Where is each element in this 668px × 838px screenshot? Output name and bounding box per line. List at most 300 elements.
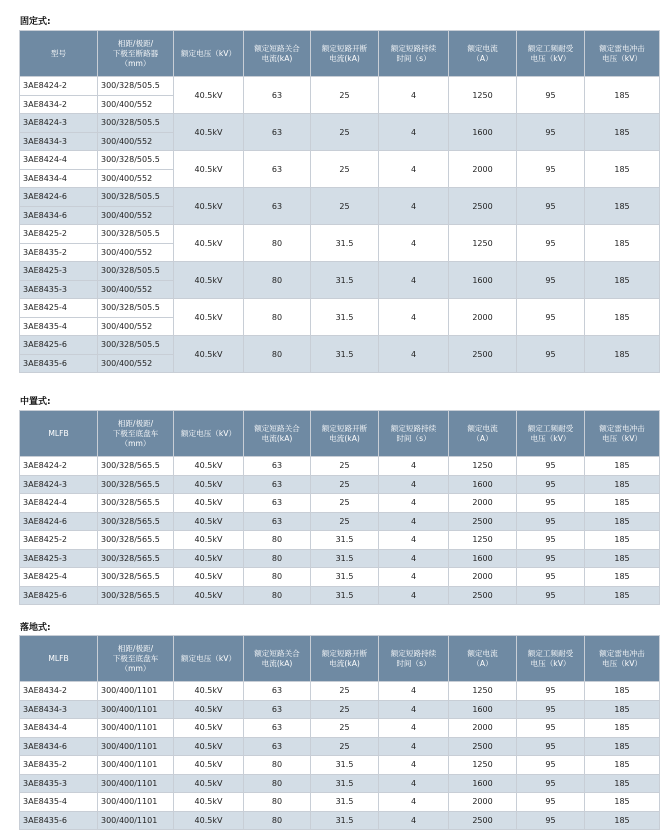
- column-header-line: 额定电压（kV）: [180, 653, 237, 663]
- column-header: [244, 636, 311, 682]
- spec-table-middle: [19, 410, 660, 605]
- column-header-line: （A）: [472, 53, 493, 63]
- table-cell: 3AE8424-4: [20, 151, 98, 170]
- table-cell: 4: [379, 737, 449, 756]
- table-cell: 300/400/552: [98, 243, 174, 262]
- table-row: [20, 299, 660, 318]
- table-cell: 185: [585, 494, 660, 513]
- table-cell: 63: [244, 719, 311, 738]
- table-cell: 3AE8434-4: [20, 169, 98, 188]
- table-cell: 40.5kV: [174, 225, 244, 262]
- column-header: [98, 31, 174, 77]
- table-cell: 40.5kV: [174, 737, 244, 756]
- table-cell: 63: [244, 114, 311, 151]
- table-cell: 300/328/565.5: [98, 549, 174, 568]
- table-cell: 95: [517, 475, 585, 494]
- table-cell: 31.5: [311, 299, 379, 336]
- table-row: [20, 475, 660, 494]
- table-cell: 3AE8434-3: [20, 700, 98, 719]
- table-cell: 40.5kV: [174, 774, 244, 793]
- table-cell: 40.5kV: [174, 531, 244, 550]
- table-cell: 3AE8425-4: [20, 299, 98, 318]
- table-cell: 40.5kV: [174, 793, 244, 812]
- table-cell: 95: [517, 549, 585, 568]
- column-header-line: 电流(kA): [329, 53, 360, 63]
- table-cell: 95: [517, 700, 585, 719]
- table-cell: 4: [379, 262, 449, 299]
- table-header-row: [20, 636, 660, 682]
- column-header: [585, 636, 660, 682]
- table-cell: 95: [517, 512, 585, 531]
- table-cell: 25: [311, 77, 379, 114]
- column-header-unit: （mm）: [120, 58, 151, 68]
- table-row: [20, 188, 660, 207]
- table-cell: 3AE8434-2: [20, 682, 98, 701]
- table-cell: 300/400/552: [98, 132, 174, 151]
- table-cell: 185: [585, 774, 660, 793]
- table-cell: 63: [244, 494, 311, 513]
- table-cell: 300/400/552: [98, 206, 174, 225]
- table-cell: 300/400/552: [98, 280, 174, 299]
- column-header: [379, 31, 449, 77]
- table-cell: 3AE8435-6: [20, 354, 98, 373]
- table-cell: 25: [311, 512, 379, 531]
- table-cell: 300/328/505.5: [98, 114, 174, 133]
- table-row: [20, 549, 660, 568]
- table-cell: 40.5kV: [174, 586, 244, 605]
- table-cell: 31.5: [311, 225, 379, 262]
- table-row: [20, 568, 660, 587]
- column-header-line: 电压（kV）: [602, 53, 642, 63]
- table-cell: 3AE8434-4: [20, 719, 98, 738]
- column-header-line: 电流(kA): [261, 433, 293, 443]
- table-cell: 31.5: [311, 811, 379, 830]
- spec-table-fixed: [19, 30, 660, 373]
- table-cell: 300/400/552: [98, 317, 174, 336]
- table-cell: 300/328/565.5: [98, 531, 174, 550]
- table-cell: 95: [517, 682, 585, 701]
- table-row: [20, 336, 660, 355]
- table-cell: 1600: [449, 700, 517, 719]
- table-cell: 3AE8425-6: [20, 586, 98, 605]
- table-cell: 185: [585, 299, 660, 336]
- column-header-line: 电压（kV）: [530, 53, 571, 63]
- table-cell: 185: [585, 457, 660, 476]
- table-cell: 3AE8425-4: [20, 568, 98, 587]
- table-cell: 95: [517, 188, 585, 225]
- table-header-row: [20, 411, 660, 457]
- table-cell: 1600: [449, 475, 517, 494]
- table-cell: 300/400/1101: [98, 811, 174, 830]
- table-cell: 95: [517, 457, 585, 476]
- table-cell: 3AE8424-4: [20, 494, 98, 513]
- table-cell: 185: [585, 700, 660, 719]
- table-row: [20, 114, 660, 133]
- table-row: [20, 151, 660, 170]
- column-header: [311, 636, 379, 682]
- table-cell: 80: [244, 811, 311, 830]
- table-cell: 25: [311, 700, 379, 719]
- table-cell: 300/328/565.5: [98, 475, 174, 494]
- table-cell: 4: [379, 336, 449, 373]
- column-header-line: 电流(kA): [261, 53, 293, 63]
- table-cell: 300/328/565.5: [98, 494, 174, 513]
- table-row: [20, 457, 660, 476]
- column-header-line: 额定电压（kV）: [180, 428, 237, 438]
- table-cell: 3AE8434-6: [20, 737, 98, 756]
- table-cell: 3AE8425-2: [20, 531, 98, 550]
- table-cell: 4: [379, 586, 449, 605]
- table-cell: 1250: [449, 225, 517, 262]
- column-header-line: 时间（s）: [396, 658, 431, 668]
- table-cell: 4: [379, 793, 449, 812]
- section-title-middle: 中置式:: [20, 397, 51, 407]
- table-cell: 185: [585, 586, 660, 605]
- table-cell: 80: [244, 299, 311, 336]
- column-header-line: 电流(kA): [261, 658, 293, 668]
- table-cell: 95: [517, 719, 585, 738]
- table-cell: 1600: [449, 114, 517, 151]
- table-cell: 185: [585, 549, 660, 568]
- table-cell: 1250: [449, 682, 517, 701]
- table-cell: 4: [379, 457, 449, 476]
- table-row: [20, 494, 660, 513]
- table-cell: 40.5kV: [174, 457, 244, 476]
- table-cell: 40.5kV: [174, 151, 244, 188]
- table-cell: 80: [244, 336, 311, 373]
- table-cell: 63: [244, 700, 311, 719]
- table-cell: 2000: [449, 299, 517, 336]
- table-cell: 4: [379, 682, 449, 701]
- table-cell: 300/328/505.5: [98, 77, 174, 96]
- table-cell: 4: [379, 475, 449, 494]
- table-cell: 185: [585, 682, 660, 701]
- column-header-line: 电压（kV）: [530, 658, 571, 668]
- table-cell: 185: [585, 512, 660, 531]
- table-cell: 3AE8424-2: [20, 77, 98, 96]
- column-header: [585, 411, 660, 457]
- table-cell: 300/328/565.5: [98, 586, 174, 605]
- table-cell: 63: [244, 457, 311, 476]
- table-cell: 1250: [449, 756, 517, 775]
- table-cell: 185: [585, 756, 660, 775]
- column-header-line: （A）: [472, 658, 493, 668]
- table-row: [20, 225, 660, 244]
- column-header: [20, 31, 98, 77]
- table-cell: 95: [517, 262, 585, 299]
- column-header-line: 电流(kA): [329, 658, 360, 668]
- table-cell: 3AE8425-3: [20, 262, 98, 281]
- table-cell: 4: [379, 512, 449, 531]
- table-row: [20, 774, 660, 793]
- table-cell: 4: [379, 531, 449, 550]
- column-header-line: 相距/极距/: [117, 38, 154, 48]
- table-cell: 40.5kV: [174, 700, 244, 719]
- table-cell: 80: [244, 549, 311, 568]
- column-header-line: 额定短路关合: [254, 423, 300, 433]
- column-header-line: 额定短路持续: [390, 648, 437, 658]
- column-header-line: 额定电流: [467, 648, 498, 658]
- table-cell: 300/400/552: [98, 169, 174, 188]
- column-header: [585, 31, 660, 77]
- table-cell: 300/400/552: [98, 95, 174, 114]
- table-cell: 4: [379, 568, 449, 587]
- table-cell: 80: [244, 586, 311, 605]
- table-cell: 95: [517, 756, 585, 775]
- column-header-line: 额定短路持续: [390, 423, 437, 433]
- table-cell: 185: [585, 77, 660, 114]
- table-cell: 300/400/1101: [98, 793, 174, 812]
- table-cell: 185: [585, 225, 660, 262]
- table-cell: 40.5kV: [174, 114, 244, 151]
- table-cell: 4: [379, 700, 449, 719]
- column-header-line: 额定工频耐受: [527, 648, 574, 658]
- table-cell: 185: [585, 151, 660, 188]
- table-cell: 95: [517, 151, 585, 188]
- section-title-floor: 落地式:: [20, 623, 51, 633]
- table-cell: 2500: [449, 737, 517, 756]
- table-cell: 25: [311, 188, 379, 225]
- table-cell: 185: [585, 793, 660, 812]
- table-row: [20, 700, 660, 719]
- table-cell: 40.5kV: [174, 719, 244, 738]
- table-cell: 25: [311, 114, 379, 151]
- table-cell: 2000: [449, 151, 517, 188]
- column-header-line: 相距/极距/: [117, 418, 154, 428]
- table-cell: 3AE8434-3: [20, 132, 98, 151]
- column-header: [311, 411, 379, 457]
- column-header-line: 额定雷电冲击: [599, 423, 645, 433]
- table-cell: 40.5kV: [174, 494, 244, 513]
- table-cell: 31.5: [311, 793, 379, 812]
- table-cell: 3AE8435-4: [20, 793, 98, 812]
- table-cell: 185: [585, 531, 660, 550]
- table-cell: 80: [244, 262, 311, 299]
- column-header-line: 额定雷电冲击: [599, 648, 645, 658]
- table-cell: 2000: [449, 494, 517, 513]
- column-header: [517, 411, 585, 457]
- column-header-line: 时间（s）: [396, 53, 431, 63]
- table-cell: 95: [517, 494, 585, 513]
- table-cell: 40.5kV: [174, 475, 244, 494]
- table-row: [20, 811, 660, 830]
- spec-table-floor: [19, 635, 660, 830]
- table-cell: 40.5kV: [174, 811, 244, 830]
- table-cell: 4: [379, 77, 449, 114]
- table-cell: 95: [517, 774, 585, 793]
- table-cell: 3AE8435-2: [20, 756, 98, 775]
- table-row: [20, 719, 660, 738]
- table-cell: 3AE8425-6: [20, 336, 98, 355]
- table-cell: 185: [585, 336, 660, 373]
- table-cell: 95: [517, 299, 585, 336]
- table-cell: 95: [517, 811, 585, 830]
- column-header-line: 额定短路开断: [321, 648, 368, 658]
- table-cell: 40.5kV: [174, 299, 244, 336]
- table-cell: 80: [244, 568, 311, 587]
- column-header: [449, 31, 517, 77]
- table-row: [20, 793, 660, 812]
- column-header-line: 额定短路开断: [321, 423, 368, 433]
- table-cell: 300/400/1101: [98, 756, 174, 775]
- table-row: [20, 737, 660, 756]
- column-header-line: 电压（kV）: [602, 658, 642, 668]
- table-cell: 3AE8435-6: [20, 811, 98, 830]
- table-cell: 4: [379, 811, 449, 830]
- table-cell: 95: [517, 225, 585, 262]
- table-cell: 4: [379, 719, 449, 738]
- table-row: [20, 512, 660, 531]
- table-cell: 31.5: [311, 549, 379, 568]
- table-cell: 300/328/505.5: [98, 299, 174, 318]
- table-row: [20, 77, 660, 96]
- table-cell: 1250: [449, 531, 517, 550]
- table-cell: 3AE8425-2: [20, 225, 98, 244]
- table-cell: 95: [517, 568, 585, 587]
- table-cell: 300/328/505.5: [98, 336, 174, 355]
- column-header-unit: （mm）: [120, 438, 151, 448]
- table-row: [20, 756, 660, 775]
- table-cell: 63: [244, 682, 311, 701]
- table-cell: 4: [379, 188, 449, 225]
- table-cell: 185: [585, 568, 660, 587]
- table-cell: 3AE8435-4: [20, 317, 98, 336]
- table-cell: 95: [517, 336, 585, 373]
- table-cell: 185: [585, 475, 660, 494]
- table-cell: 300/400/552: [98, 354, 174, 373]
- column-header: [98, 636, 174, 682]
- column-header-line: 额定短路关合: [254, 648, 300, 658]
- table-row: [20, 682, 660, 701]
- table-cell: 25: [311, 457, 379, 476]
- table-cell: 2500: [449, 336, 517, 373]
- table-cell: 300/400/1101: [98, 700, 174, 719]
- column-header-line: 电流(kA): [329, 433, 360, 443]
- table-cell: 300/328/505.5: [98, 225, 174, 244]
- table-cell: 95: [517, 114, 585, 151]
- table-cell: 300/328/565.5: [98, 457, 174, 476]
- column-header-line: 额定雷电冲击: [599, 43, 645, 53]
- table-cell: 3AE8424-3: [20, 475, 98, 494]
- table-cell: 80: [244, 756, 311, 775]
- table-cell: 40.5kV: [174, 512, 244, 531]
- table-header-row: [20, 31, 660, 77]
- column-header-line: 额定电压（kV）: [180, 48, 237, 58]
- column-header-line: 额定短路持续: [390, 43, 437, 53]
- column-header-line: MLFB: [48, 653, 69, 663]
- table-cell: 25: [311, 475, 379, 494]
- table-cell: 185: [585, 811, 660, 830]
- table-cell: 95: [517, 77, 585, 114]
- table-cell: 80: [244, 774, 311, 793]
- table-cell: 1600: [449, 549, 517, 568]
- table-row: [20, 262, 660, 281]
- table-cell: 4: [379, 299, 449, 336]
- column-header-line: 额定电流: [467, 43, 498, 53]
- column-header: [20, 636, 98, 682]
- column-header-line: 下极至底盘车: [112, 653, 159, 663]
- table-cell: 95: [517, 793, 585, 812]
- table-cell: 80: [244, 531, 311, 550]
- column-header-line: 型号: [50, 48, 67, 58]
- table-row: [20, 531, 660, 550]
- column-header-line: （A）: [472, 433, 493, 443]
- column-header-line: 相距/极距/: [117, 643, 154, 653]
- table-cell: 2500: [449, 811, 517, 830]
- column-header: [449, 411, 517, 457]
- table-cell: 25: [311, 494, 379, 513]
- column-header-unit: （mm）: [120, 663, 151, 673]
- table-cell: 1250: [449, 77, 517, 114]
- table-cell: 40.5kV: [174, 756, 244, 775]
- column-header: [311, 31, 379, 77]
- table-cell: 80: [244, 793, 311, 812]
- table-cell: 185: [585, 188, 660, 225]
- column-header: [174, 411, 244, 457]
- table-cell: 95: [517, 737, 585, 756]
- column-header-line: 下极至底盘车: [112, 428, 159, 438]
- table-cell: 40.5kV: [174, 336, 244, 373]
- table-cell: 40.5kV: [174, 77, 244, 114]
- column-header: [174, 636, 244, 682]
- table-cell: 25: [311, 682, 379, 701]
- table-cell: 40.5kV: [174, 188, 244, 225]
- table-cell: 2500: [449, 586, 517, 605]
- table-row: [20, 586, 660, 605]
- table-cell: 3AE8424-3: [20, 114, 98, 133]
- column-header: [244, 31, 311, 77]
- table-cell: 1250: [449, 457, 517, 476]
- section-title-fixed: 固定式:: [20, 17, 51, 27]
- table-cell: 4: [379, 114, 449, 151]
- table-cell: 1600: [449, 262, 517, 299]
- column-header-line: 电压（kV）: [530, 433, 571, 443]
- table-cell: 80: [244, 225, 311, 262]
- table-cell: 31.5: [311, 336, 379, 373]
- table-cell: 3AE8424-2: [20, 457, 98, 476]
- table-cell: 40.5kV: [174, 549, 244, 568]
- table-cell: 300/400/1101: [98, 719, 174, 738]
- table-cell: 3AE8435-2: [20, 243, 98, 262]
- table-cell: 300/328/565.5: [98, 512, 174, 531]
- column-header: [517, 31, 585, 77]
- table-cell: 3AE8425-3: [20, 549, 98, 568]
- table-cell: 3AE8435-3: [20, 280, 98, 299]
- table-cell: 300/400/1101: [98, 682, 174, 701]
- table-cell: 2000: [449, 793, 517, 812]
- table-cell: 4: [379, 756, 449, 775]
- column-header: [379, 411, 449, 457]
- column-header: [517, 636, 585, 682]
- table-cell: 31.5: [311, 774, 379, 793]
- column-header-line: 额定短路开断: [321, 43, 368, 53]
- column-header-line: 额定短路关合: [254, 43, 300, 53]
- column-header: [449, 636, 517, 682]
- table-cell: 31.5: [311, 568, 379, 587]
- column-header-line: MLFB: [48, 428, 69, 438]
- table-cell: 300/400/1101: [98, 737, 174, 756]
- table-cell: 185: [585, 737, 660, 756]
- column-header-line: 下极至断路器: [112, 48, 159, 58]
- table-cell: 63: [244, 475, 311, 494]
- column-header-line: 时间（s）: [396, 433, 431, 443]
- table-cell: 63: [244, 737, 311, 756]
- table-cell: 1600: [449, 774, 517, 793]
- table-cell: 63: [244, 77, 311, 114]
- table-cell: 25: [311, 719, 379, 738]
- table-cell: 300/328/505.5: [98, 262, 174, 281]
- table-cell: 3AE8424-6: [20, 188, 98, 207]
